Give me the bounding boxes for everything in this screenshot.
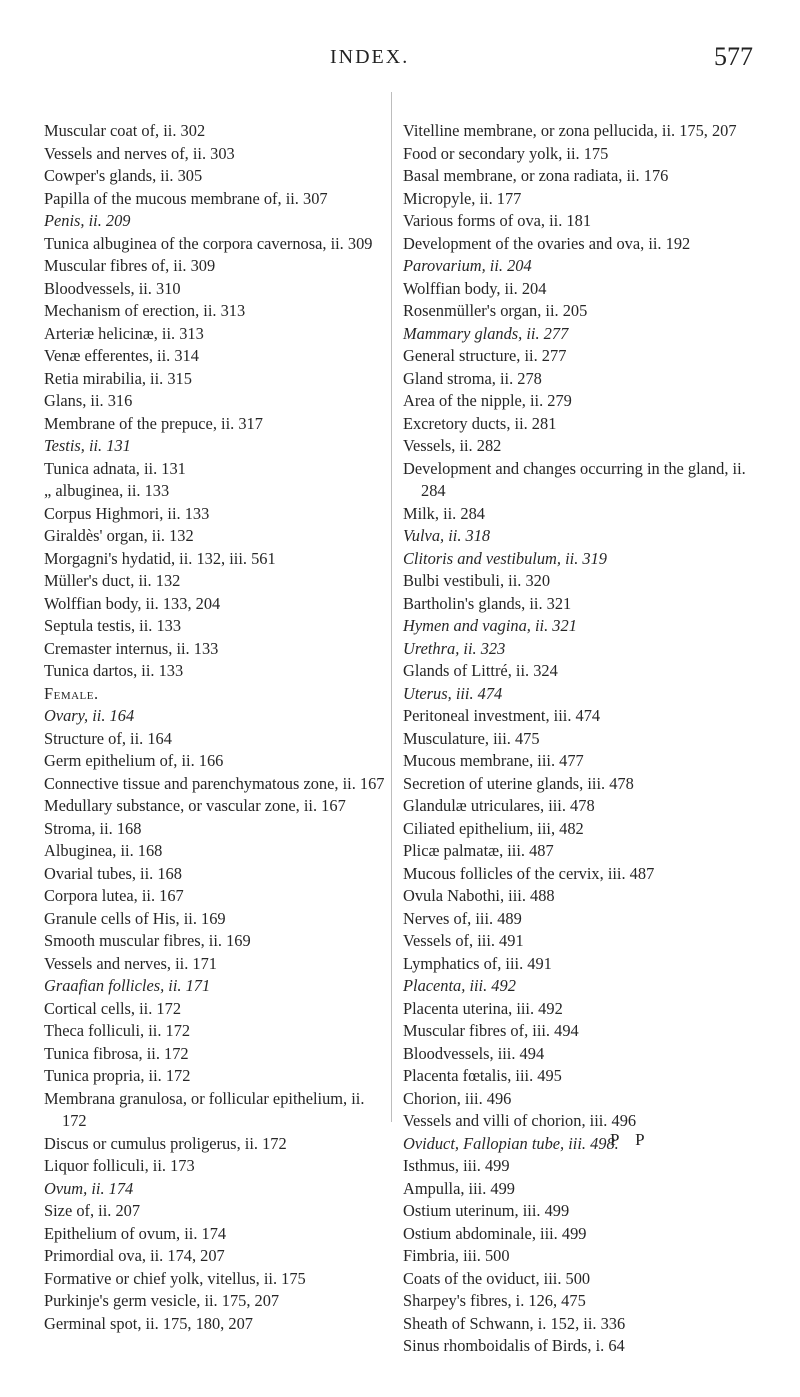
index-entry: Venæ efferentes, ii. 314 [44,346,199,365]
index-entry: Hymen and vagina, ii. 321 [403,616,577,635]
index-entry: Cremaster internus, ii. 133 [44,638,219,658]
index-entry: Vessels, ii. 282 [403,436,502,455]
index-entry: Vitelline membrane, or zona pellucida, ii. 175, 207 [403,121,737,140]
index-entry: Coats of the oviduct, iii. 500 [403,1268,591,1288]
index-column-right [403,120,748,1358]
index-entry: Tunica propria, ii. 172 [44,1066,191,1085]
index-entry: Area of the nipple, ii. 279 [403,391,572,410]
index-entry: Retia mirabilia, ii. 315 [44,368,192,388]
index-entry: Morgagni's hydatid, ii. 132, iii. 561 [44,548,276,568]
index-entry: Tunica dartos, ii. 133 [44,661,184,680]
index-entry: Tunica fibrosa, ii. 172 [44,1043,189,1063]
index-entry: Food or secondary yolk, ii. 175 [403,143,609,163]
index-entry: Glandulæ utriculares, iii. 478 [403,796,595,815]
index-entry: Vessels of, iii. 491 [403,931,524,950]
index-entry: Theca folliculi, ii. 172 [44,1021,191,1040]
index-entry: Ostium abdominale, iii. 499 [403,1223,587,1243]
index-entry: Tunica albuginea of the corpora cavernosa, ii. 309 [44,233,373,253]
index-entry: Ampulla, iii. 499 [403,1178,515,1198]
index-entry: Muscular coat of, ii. 302 [44,121,206,140]
index-entry: Germinal spot, ii. 175, 180, 207 [44,1313,253,1333]
index-entry: Plicæ palmatæ, iii. 487 [403,841,554,860]
index-entry: Development and changes occurring in the gland, ii. 284 [403,458,746,500]
index-entry: Bulbi vestibuli, ii. 320 [403,571,551,590]
index-entry: Bloodvessels, ii. 310 [44,278,181,298]
index-entry: Bartholin's glands, ii. 321 [403,593,572,613]
index-entry: Ovula Nabothi, iii. 488 [403,886,555,905]
index-entry: Wolffian body, ii. 204 [403,278,547,298]
column-divider [391,92,392,1122]
index-entry: Placenta fœtalis, iii. 495 [403,1066,562,1085]
index-entry: Albuginea, ii. 168 [44,841,163,860]
index-entry: Papilla of the mucous membrane of, ii. 307 [44,188,328,208]
index-entry: Musculature, iii. 475 [403,728,540,748]
index-entry: Micropyle, ii. 177 [403,188,522,208]
index-entry: Placenta uterina, iii. 492 [403,998,563,1018]
index-entry: Discus or cumulus proligerus, ii. 172 [44,1133,287,1153]
index-entry: Smooth muscular fibres, ii. 169 [44,931,251,950]
index-entry: Chorion, iii. 496 [403,1088,512,1108]
index-entry: Rosenmüller's organ, ii. 205 [403,301,588,320]
index-entry: Mechanism of erection, ii. 313 [44,301,246,320]
index-entry: Sharpey's fibres, i. 126, 475 [403,1291,586,1310]
index-entry: Secretion of uterine glands, iii. 478 [403,773,634,793]
signature-mark: P P [610,1130,651,1149]
index-entry: Purkinje's germ vesicle, ii. 175, 207 [44,1291,280,1310]
index-entry: Bloodvessels, iii. 494 [403,1043,545,1063]
index-entry: Gland stroma, ii. 278 [403,368,542,388]
index-entry: Tunica adnata, ii. 131 [44,458,186,478]
index-entry: Germ epithelium of, ii. 166 [44,751,224,770]
index-entry: Milk, ii. 284 [403,503,485,523]
index-entry: Cortical cells, ii. 172 [44,998,182,1018]
index-entry: „ albuginea, ii. 133 [44,481,170,500]
index-entry: Vessels and nerves, ii. 171 [44,953,217,973]
index-entry: Arteriæ helicinæ, ii. 313 [44,323,204,343]
index-entry: Müller's duct, ii. 132 [44,571,181,590]
index-entry: Sinus rhomboidalis of Birds, i. 64 [403,1336,625,1355]
index-entry: Fimbria, iii. 500 [403,1246,510,1265]
index-entry: Lymphatics of, iii. 491 [403,953,552,973]
index-entry: Clitoris and vestibulum, ii. 319 [403,548,607,568]
index-entry: Peritoneal investment, iii. 474 [403,706,601,725]
index-entry: Ovum, ii. 174 [44,1178,134,1198]
index-entry: Excretory ducts, ii. 281 [403,413,557,433]
index-entry: Uterus, iii. 474 [403,683,503,703]
index-entry: General structure, ii. 277 [403,346,567,365]
index-entry: Liquor folliculi, ii. 173 [44,1156,195,1175]
index-entry: Vessels and nerves of, ii. 303 [44,143,235,163]
index-entry: Stroma, ii. 168 [44,818,142,838]
index-entry: Ostium uterinum, iii. 499 [403,1201,570,1220]
index-entry: Connective tissue and parenchymatous zone, ii. 167 [44,773,385,793]
index-entry: Sheath of Schwann, i. 152, ii. 336 [403,1313,626,1333]
index-entry: Female. [44,683,99,703]
index-entry: Ciliated epithelium, iii, 482 [403,818,584,838]
index-entry: Structure of, ii. 164 [44,728,172,748]
index-entry: Oviduct, Fallopian tube, iii. 498. [403,1133,619,1153]
index-entry: Ovary, ii. 164 [44,706,135,725]
index-entry: Corpus Highmori, ii. 133 [44,503,210,523]
index-entry: Glands of Littré, ii. 324 [403,661,558,680]
index-entry: Wolffian body, ii. 133, 204 [44,593,221,613]
index-entry: Ovarial tubes, ii. 168 [44,863,182,883]
index-entry: Medullary substance, or vascular zone, ii. 167 [44,796,346,815]
index-entry: Granule cells of His, ii. 169 [44,908,226,928]
index-entry: Epithelium of ovum, ii. 174 [44,1223,227,1243]
index-entry: Graafian follicles, ii. 171 [44,976,211,995]
index-entry: Membrana granulosa, or follicular epithelium, ii. 172 [44,1088,365,1130]
page-number: 577 [714,42,753,71]
index-entry: Vulva, ii. 318 [403,526,491,545]
index-entry: Muscular fibres of, iii. 494 [403,1021,579,1040]
index-entry: Penis, ii. 209 [44,211,131,230]
index-entry: Glans, ii. 316 [44,391,133,410]
index-entry: Membrane of the prepuce, ii. 317 [44,413,263,433]
index-entry: Isthmus, iii. 499 [403,1156,510,1175]
index-entry: Mucous membrane, iii. 477 [403,751,584,770]
index-entry: Parovarium, ii. 204 [403,256,532,275]
index-entry: Size of, ii. 207 [44,1201,141,1220]
index-entry: Development of the ovaries and ova, ii. 192 [403,233,691,253]
index-entry: Primordial ova, ii. 174, 207 [44,1246,225,1265]
index-column-left [44,120,389,1335]
index-entry: Corpora lutea, ii. 167 [44,886,184,905]
index-entry: Giraldès' organ, ii. 132 [44,526,194,545]
index-entry: Various forms of ova, ii. 181 [403,211,592,230]
index-entry: Mammary glands, ii. 277 [403,323,569,343]
index-entry: Formative or chief yolk, vitellus, ii. 175 [44,1268,306,1288]
index-entry: Cowper's glands, ii. 305 [44,166,203,185]
index-entry: Mucous follicles of the cervix, iii. 487 [403,863,655,883]
index-entry: Basal membrane, or zona radiata, ii. 176 [403,166,669,185]
index-entry: Muscular fibres of, ii. 309 [44,256,216,275]
index-entry: Vessels and villi of chorion, iii. 496 [403,1111,637,1130]
index-entry: Urethra, ii. 323 [403,638,506,658]
index-entry: Testis, ii. 131 [44,436,131,455]
page-header-title: INDEX. [330,46,410,68]
index-entry: Nerves of, iii. 489 [403,908,522,928]
index-entry: Placenta, iii. 492 [403,976,516,995]
index-entry: Septula testis, ii. 133 [44,616,182,635]
